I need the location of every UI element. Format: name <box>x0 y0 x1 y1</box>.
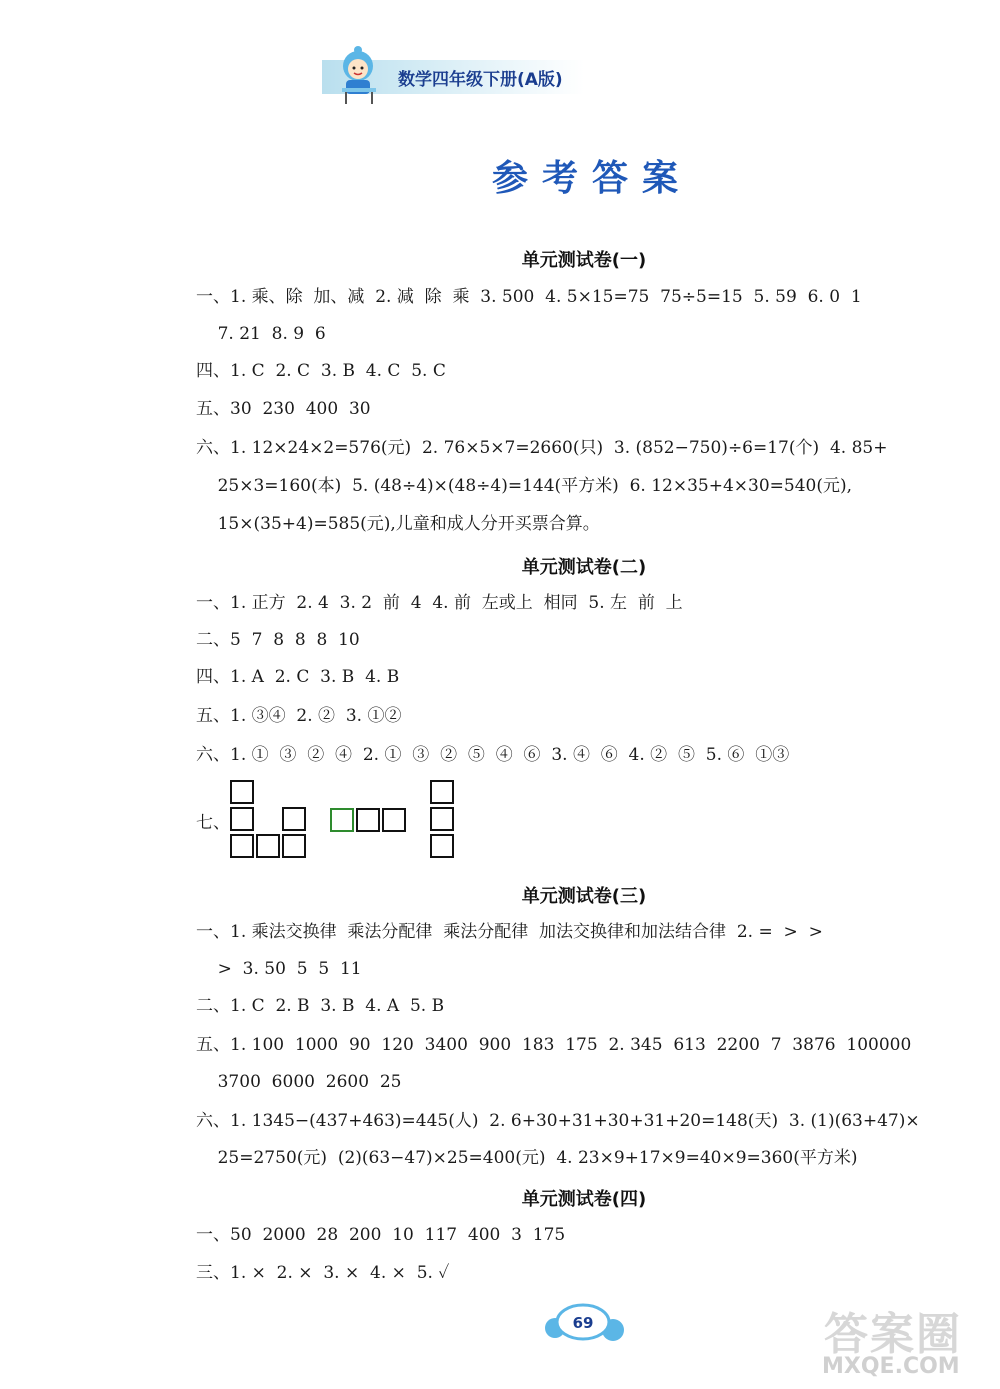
answer-line: 一、1. 正方 2. 4 3. 2 前 4 4. 前 左或上 相同 5. 左 前 上 <box>196 593 683 613</box>
answer-line: 一、1. 乘、除 加、减 2. 减 除 乘 3. 500 4. 5×15=75 75÷5=15 5. 59 6. 0 1 <box>196 287 862 307</box>
answer-line: 五、1. 100 1000 90 120 3400 900 183 175 2. 345 613 2200 7 3876 100000 <box>196 1035 912 1055</box>
answer-line: 3700 6000 2600 25 <box>196 1072 402 1092</box>
answer-line: 五、1. ③④ 2. ② 3. ①② <box>196 706 402 726</box>
answer-line: 一、50 2000 28 200 10 117 400 3 175 <box>196 1225 566 1245</box>
answer-line: 五、30 230 400 30 <box>196 399 371 419</box>
answer-line: 四、1. C 2. C 3. B 4. C 5. C <box>196 361 446 381</box>
watermark <box>806 1298 996 1384</box>
grid-cell <box>230 780 254 804</box>
grid-cell <box>330 808 354 832</box>
grid-cell <box>230 834 254 858</box>
answer-line: 六、1. 12×24×2=576(元) 2. 76×5×7=2660(只) 3. (852−750)÷6=17(个) 4. 85+ <box>196 438 888 458</box>
child-mascot-icon <box>328 44 394 106</box>
answer-line: 一、1. 乘法交换律 乘法分配律 乘法分配律 加法交换律和加法结合律 2. = > > <box>196 922 823 942</box>
answer-line: > 3. 50 5 5 11 <box>196 959 362 979</box>
page-number: 69 <box>572 1314 594 1332</box>
page-title: 参考答案 <box>492 158 693 199</box>
grid-cell <box>430 834 454 858</box>
answer-line: 7. 21 8. 9 6 <box>196 324 326 344</box>
section-heading-4: 单元测试卷(四) <box>521 1189 647 1210</box>
grid-cell <box>356 808 380 832</box>
grid-cell <box>382 808 406 832</box>
book-header <box>322 44 584 106</box>
answer-line: 二、1. C 2. B 3. B 4. A 5. B <box>196 996 445 1016</box>
answer-line: 六、1. 1345−(437+463)=445(人) 2. 6+30+31+30+31+20=148(天) 3. (1)(63+47)× <box>196 1111 920 1131</box>
section-heading-1: 单元测试卷(一) <box>521 250 647 271</box>
grid-cell <box>430 807 454 831</box>
answer-line: 25=2750(元) (2)(63−47)×25=400(元) 4. 23×9+17×9=40×9=360(平方米) <box>196 1148 858 1168</box>
answer-line: 三、1. × 2. × 3. × 4. × 5. ✓ <box>196 1263 450 1283</box>
answer-line: 25×3=160(本) 5. (48÷4)×(48÷4)=144(平方米) 6. 12×35+4×30=540(元), <box>196 476 853 496</box>
watermark-logo-text: 答案圈 <box>824 1309 962 1360</box>
watermark-url: MXQE.COM <box>822 1354 960 1379</box>
answer-line: 六、1. ① ③ ② ④ 2. ① ③ ② ⑤ ④ ⑥ 3. ④ ⑥ 4. ② ⑤ 5. ⑥ ①③ <box>196 745 790 765</box>
grid-cell <box>282 807 306 831</box>
book-title: 数学四年级下册(A版) <box>398 70 563 90</box>
grid-cell <box>230 807 254 831</box>
answer-line: 15×(35+4)=585(元),儿童和成人分开买票合算。 <box>196 514 600 534</box>
answer-line: 四、1. A 2. C 3. B 4. B <box>196 667 400 687</box>
grid-cell <box>430 780 454 804</box>
answer-line: 二、5 7 8 8 8 10 <box>196 630 360 650</box>
grid-cell <box>282 834 306 858</box>
section-heading-3: 单元测试卷(三) <box>521 886 647 907</box>
page-number-badge <box>543 1300 633 1346</box>
question-seven-label: 七、 <box>196 813 230 833</box>
section-heading-2: 单元测试卷(二) <box>521 557 647 578</box>
grid-cell <box>256 834 280 858</box>
